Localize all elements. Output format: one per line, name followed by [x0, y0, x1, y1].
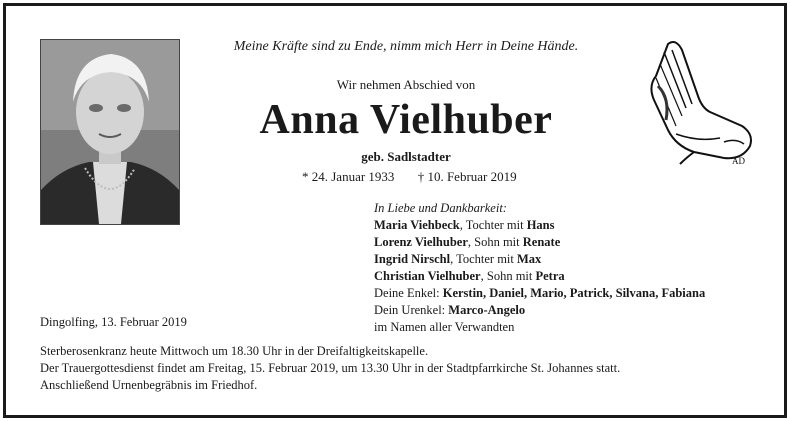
grandchildren-line: Deine Enkel: Kerstin, Daniel, Mario, Patrick, Silvana, Fabiana: [374, 286, 706, 300]
note-line: Der Trauergottesdienst findet am Freitag, 15. Februar 2019, um 13.30 Uhr in der Stadtpfarrkirche St. Johannes statt.: [40, 361, 621, 375]
obituary-notice: [3, 3, 787, 418]
deceased-name: Anna Vielhuber: [259, 97, 553, 143]
maiden-name: geb. Sadlstadter: [361, 149, 451, 164]
mourner-line: Lorenz Vielhuber, Sohn mit Renate: [374, 235, 561, 249]
mourner-line: Ingrid Nirschl, Tochter mit Max: [374, 252, 542, 266]
death-date: † 10. Februar 2019: [417, 169, 517, 184]
mourner-line: Christian Vielhuber, Sohn mit Petra: [374, 269, 565, 283]
life-dates: [302, 169, 537, 185]
note-line: Anschließend Urnenbegräbnis im Friedhof.: [40, 378, 258, 392]
praying-hands-icon: [646, 38, 756, 166]
motto: Meine Kräfte sind zu Ende, nimm mich Herr in Deine Hände.: [233, 39, 579, 54]
mourners-list: [374, 200, 705, 336]
family-closing: im Namen aller Verwandten: [374, 320, 515, 334]
birth-date: * 24. Januar 1933: [302, 169, 395, 184]
service-notes: [40, 343, 620, 394]
note-line: Sterberosenkranz heute Mittwoch um 18.30 Uhr in der Dreifaltigkeitskapelle.: [40, 344, 429, 358]
mourners-heading: In Liebe und Dankbarkeit:: [374, 201, 507, 215]
portrait-photo: [40, 39, 180, 225]
svg-text:AD: AD: [732, 156, 745, 166]
place-date: Dingolfing, 13. Februar 2019: [40, 315, 187, 329]
great-grandchild-line: Dein Urenkel: Marco-Angelo: [374, 303, 526, 317]
intro-line: Wir nehmen Abschied von: [336, 77, 476, 92]
mourner-line: Maria Viehbeck, Tochter mit Hans: [374, 218, 555, 232]
